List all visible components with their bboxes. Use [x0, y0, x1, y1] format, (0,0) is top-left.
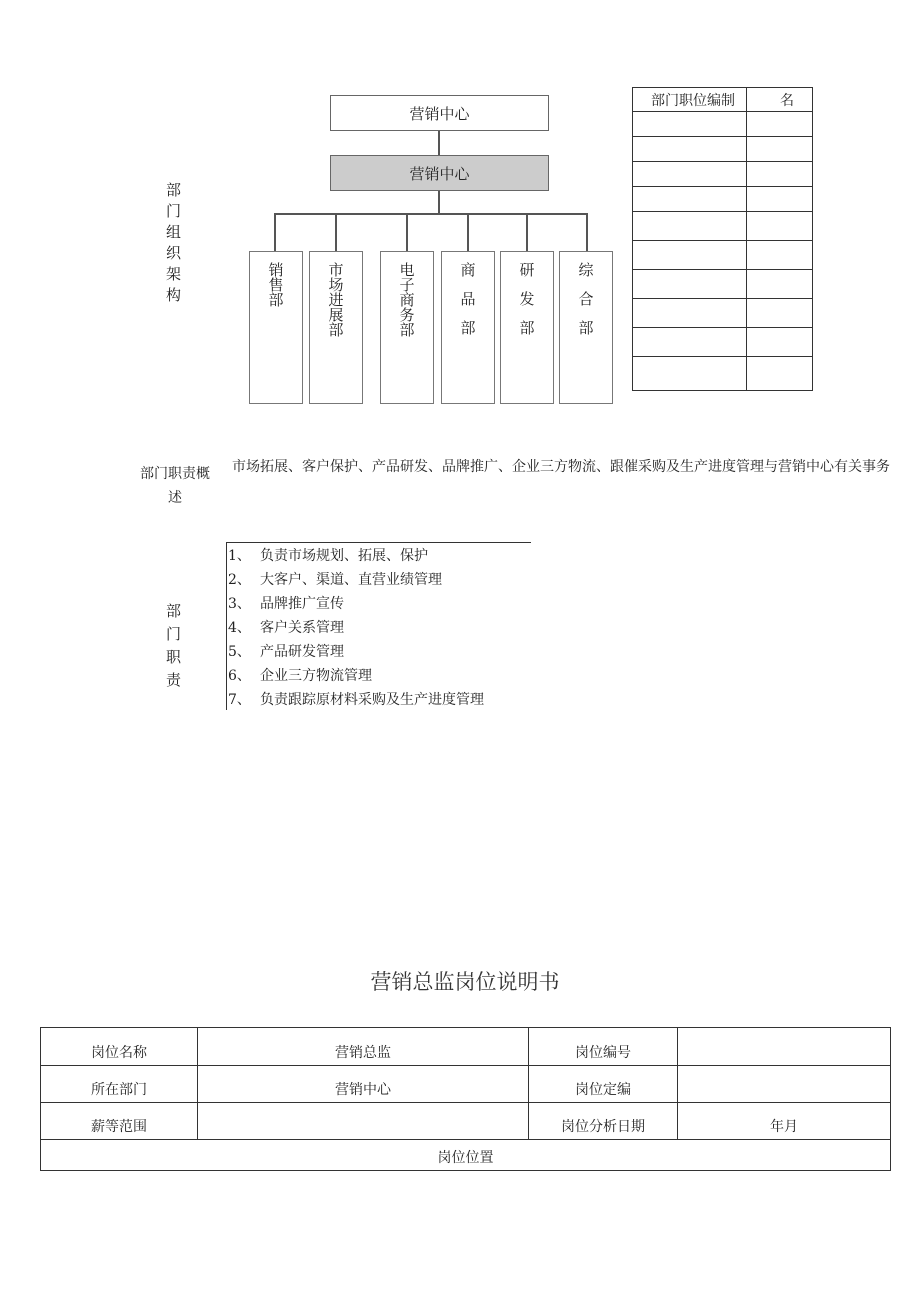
dept-box — [309, 251, 363, 404]
staffing-cell — [633, 162, 747, 187]
dept-label: 销售部 — [266, 262, 285, 307]
job-label: 薪等范围 — [41, 1103, 198, 1140]
job-value — [198, 1103, 529, 1140]
staffing-cell — [747, 357, 813, 391]
staffing-cell — [633, 187, 747, 212]
staffing-cell — [633, 112, 747, 137]
connector-horizontal — [274, 213, 587, 215]
divider — [226, 542, 531, 543]
dept-box — [380, 251, 434, 404]
job-title: 营销总监岗位说明书 — [370, 970, 560, 994]
job-label: 岗位分析日期 — [529, 1103, 678, 1140]
staffing-cell — [633, 212, 747, 241]
list-item: 7、 负责跟踪原材料采购及生产进度管理 — [228, 692, 484, 708]
staffing-cell — [633, 299, 747, 328]
job-value: 年月 — [678, 1103, 891, 1140]
connector — [467, 213, 469, 251]
duties-label: 部门职责 — [164, 603, 182, 695]
job-label: 所在部门 — [41, 1066, 198, 1103]
job-label: 岗位名称 — [41, 1028, 198, 1066]
connector — [274, 213, 276, 251]
staffing-cell — [747, 112, 813, 137]
org-top-box: 营销中心 — [330, 95, 549, 131]
dept-label: 市场进展部 — [326, 262, 345, 337]
staffing-cell — [747, 187, 813, 212]
connector — [406, 213, 408, 251]
summary-label: 部门职责概述 — [140, 466, 210, 506]
dept-box — [559, 251, 613, 404]
list-item: 4、 客户关系管理 — [228, 620, 344, 636]
staffing-cell — [747, 241, 813, 270]
staffing-header-left: 部门职位编制 — [633, 88, 747, 112]
staffing-header-right: 名 — [747, 88, 813, 112]
dept-label: 电子商务部 — [397, 262, 416, 337]
summary-text: 市场拓展、客户保护、产品研发、品牌推广、企业三方物流、跟催采购及生产进度管理与营销中心有关事务 — [232, 459, 890, 475]
job-value — [678, 1066, 891, 1103]
dept-box — [500, 251, 554, 404]
staffing-cell — [633, 270, 747, 299]
staffing-cell — [747, 299, 813, 328]
list-item: 6、 企业三方物流管理 — [228, 668, 372, 684]
staffing-cell — [633, 137, 747, 162]
org-mid-box: 营销中心 — [330, 155, 549, 191]
job-value — [678, 1028, 891, 1066]
staffing-cell — [747, 270, 813, 299]
connector — [335, 213, 337, 251]
list-item: 2、 大客户、渠道、直营业绩管理 — [228, 572, 442, 588]
position-label: 岗位位置 — [41, 1140, 891, 1171]
connector — [586, 213, 588, 251]
connector — [438, 131, 440, 155]
list-item: 3、 品牌推广宣传 — [228, 596, 344, 612]
list-item: 1、 负责市场规划、拓展、保护 — [228, 548, 428, 564]
connector — [438, 191, 440, 213]
dept-box — [249, 251, 303, 404]
job-value: 营销总监 — [198, 1028, 529, 1066]
staffing-cell — [633, 357, 747, 391]
dept-label: 综合部 — [576, 262, 595, 349]
staffing-table — [632, 87, 813, 391]
staffing-cell — [633, 328, 747, 357]
list-item: 5、 产品研发管理 — [228, 644, 344, 660]
staffing-cell — [747, 137, 813, 162]
dept-box — [441, 251, 495, 404]
staffing-cell — [747, 328, 813, 357]
staffing-cell — [633, 241, 747, 270]
dept-label: 商品部 — [458, 262, 477, 349]
job-table — [40, 1027, 891, 1171]
dept-label: 研发部 — [517, 262, 536, 349]
staffing-cell — [747, 162, 813, 187]
staffing-cell — [747, 212, 813, 241]
connector — [526, 213, 528, 251]
job-label: 岗位定编 — [529, 1066, 678, 1103]
job-label: 岗位编号 — [529, 1028, 678, 1066]
org-chart-label: 部门组织架构 — [164, 182, 182, 308]
job-value: 营销中心 — [198, 1066, 529, 1103]
duties-list — [226, 544, 484, 712]
